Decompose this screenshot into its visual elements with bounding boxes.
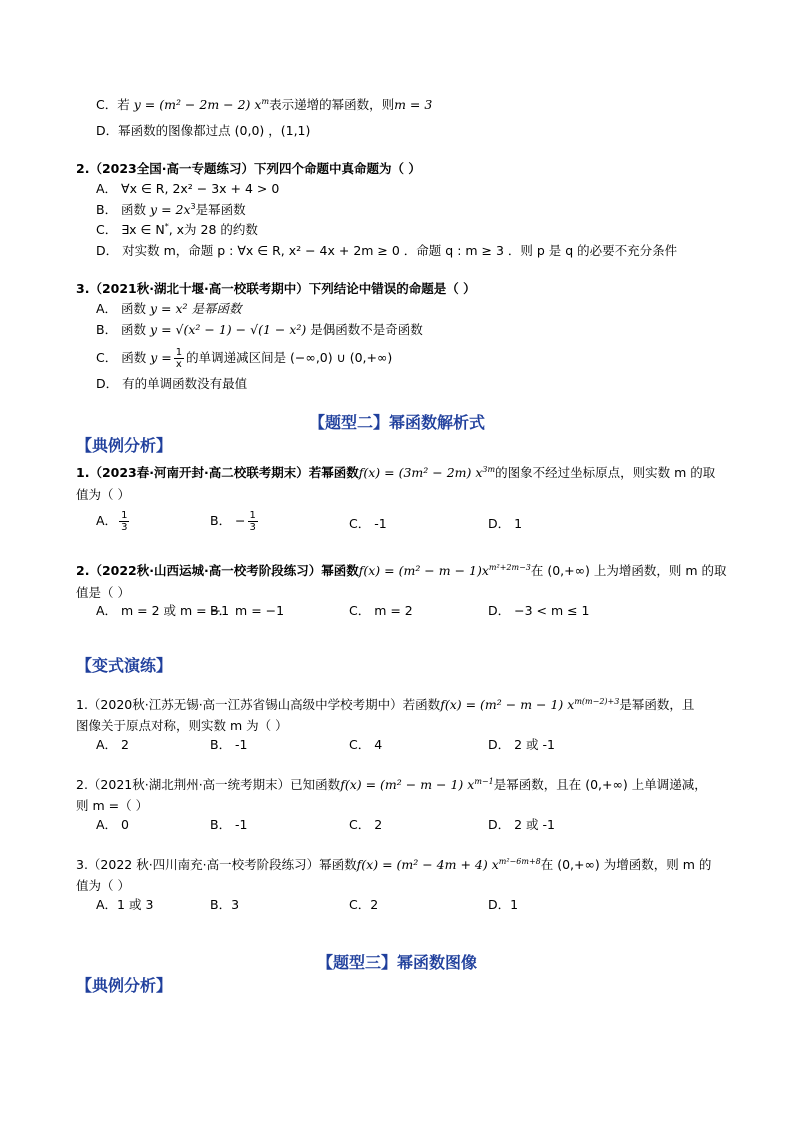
- v3-option-b: B．3: [210, 897, 240, 912]
- e2-option-d: D． −3 < m ≤ 1: [488, 603, 590, 618]
- q2-head: 2.（2023全国·高一专题练习）下列四个命题中真命题为（ ）: [76, 161, 421, 176]
- q3-head: 3.（2021秋·湖北十堰·高一校联考期中）下列结论中错误的命题是（ ）: [76, 281, 476, 296]
- v2-option-b: B． -1: [210, 817, 248, 832]
- q2-option-d: D． 对实数 m，命题 p : ∀x ∈ R, x² − 4x + 2m ≥ 0 ．命题 q : m ≥ 3 ．则 p 是 q 的必要不充分条件: [96, 243, 678, 258]
- section-title-2: 【题型二】幂函数解析式: [308, 413, 485, 432]
- v2-option-c: C． 2: [349, 817, 383, 832]
- q2-option-a: A． ∀x ∈ R, 2x² − 3x + 4 > 0: [96, 181, 280, 196]
- q2-option-b: B． 函数 $y = 2x^3$是幂函数: [96, 201, 246, 217]
- e1-head-line2: 值为（ ）: [76, 487, 130, 502]
- v1-option-d: D． 2 或 -1: [488, 737, 555, 752]
- subsection-example-2: 【典例分析】: [76, 976, 173, 995]
- v2-option-d: D． 2 或 -1: [488, 817, 555, 832]
- subsection-variant: 【变式演练】: [76, 656, 173, 675]
- q3-option-d: D． 有的单调函数没有最值: [96, 376, 248, 391]
- subsection-example-1: 【典例分析】: [76, 436, 173, 455]
- q2-option-c: C． ∃x ∈ N*, x为 28 的约数: [96, 221, 258, 237]
- e2-option-a: A． m = 2 或 m = −1: [96, 603, 230, 618]
- v2-head: 2.（2021秋·湖北荆州·高一统考期末）已知函数f(x) = (m² − m − 1) $x^{m-1}$是幂函数，且在 (0,+∞) 上单调递减，: [76, 776, 707, 792]
- q3-c-fraction: $\frac{1}{x}$: [175, 347, 183, 370]
- v3-option-d: D．1: [488, 897, 519, 912]
- e2-head: 2.（2022秋·山西运城·高一校考阶段练习）幂函数$f(x) = (m^2 - m - 1)x^{m^2+2m-3}$在 (0,+∞) 上为增函数，则 m 的取: [76, 562, 727, 578]
- v2-option-a: A． 0: [96, 817, 129, 832]
- v1-head: 1.（2020秋·江苏无锡·高一江苏省锡山高级中学校考期中）若函数f(x) = (m² − m − 1) $x^{m(m-2)+3}$是幂函数，且: [76, 696, 695, 712]
- e2-option-b: B． m = −1: [210, 603, 285, 618]
- e1-option-d: D． 1: [488, 516, 523, 531]
- e1-option-b: B． − $\frac{1}{3}$: [210, 510, 256, 533]
- v1-head-line2: 图像关于原点对称，则实数 m 为（ ）: [76, 718, 288, 733]
- v3-head-line2: 值为（ ）: [76, 878, 130, 893]
- v2-head-line2: 则 m =（ ）: [76, 798, 149, 813]
- e1-option-a: A． $\frac{1}{3}$: [96, 510, 128, 533]
- e2-head-line2: 值是（ ）: [76, 585, 130, 600]
- e1-option-c: C． -1: [349, 516, 387, 531]
- v1-option-b: B． -1: [210, 737, 248, 752]
- q3-option-b: B． 函数 y = √(x² − 1) − √(1 − x²) 是偶函数不是奇函数: [96, 322, 423, 337]
- v1-option-a: A． 2: [96, 737, 129, 752]
- v3-option-c: C．2: [349, 897, 379, 912]
- prev-option-d: D．幂函数的图像都过点 (0,0) ，(1,1): [96, 123, 311, 138]
- e1-head: 1.（2023春·河南开封·高二校联考期末）若幂函数f(x) = (3m² − 2m) $x^{3m}$的图象不经过坐标原点，则实数 m 的取: [76, 464, 716, 480]
- section-title-3: 【题型三】幂函数图像: [316, 953, 477, 972]
- v1-option-c: C． 4: [349, 737, 383, 752]
- v3-option-a: A．1 或 3: [96, 897, 154, 912]
- e2-option-c: C． m = 2: [349, 603, 413, 618]
- q3-option-c: C． 函数 y = $\frac{1}{x}$ 的单调递减区间是 (−∞,0) ∪ (0,+∞): [96, 347, 393, 370]
- prev-option-c: C．若 y = (m² − 2m − 2) $x^m$表示递增的幂函数，则m = 3: [96, 96, 433, 112]
- q3-option-a: A． 函数 y = x² 是幂函数: [96, 301, 242, 316]
- v3-head: 3.（2022 秋·四川南充·高一校考阶段练习）幂函数f(x) = (m² − 4m + 4) $x^{m^2-6m+8}$在 (0,+∞) 为增函数，则 m 的: [76, 856, 712, 872]
